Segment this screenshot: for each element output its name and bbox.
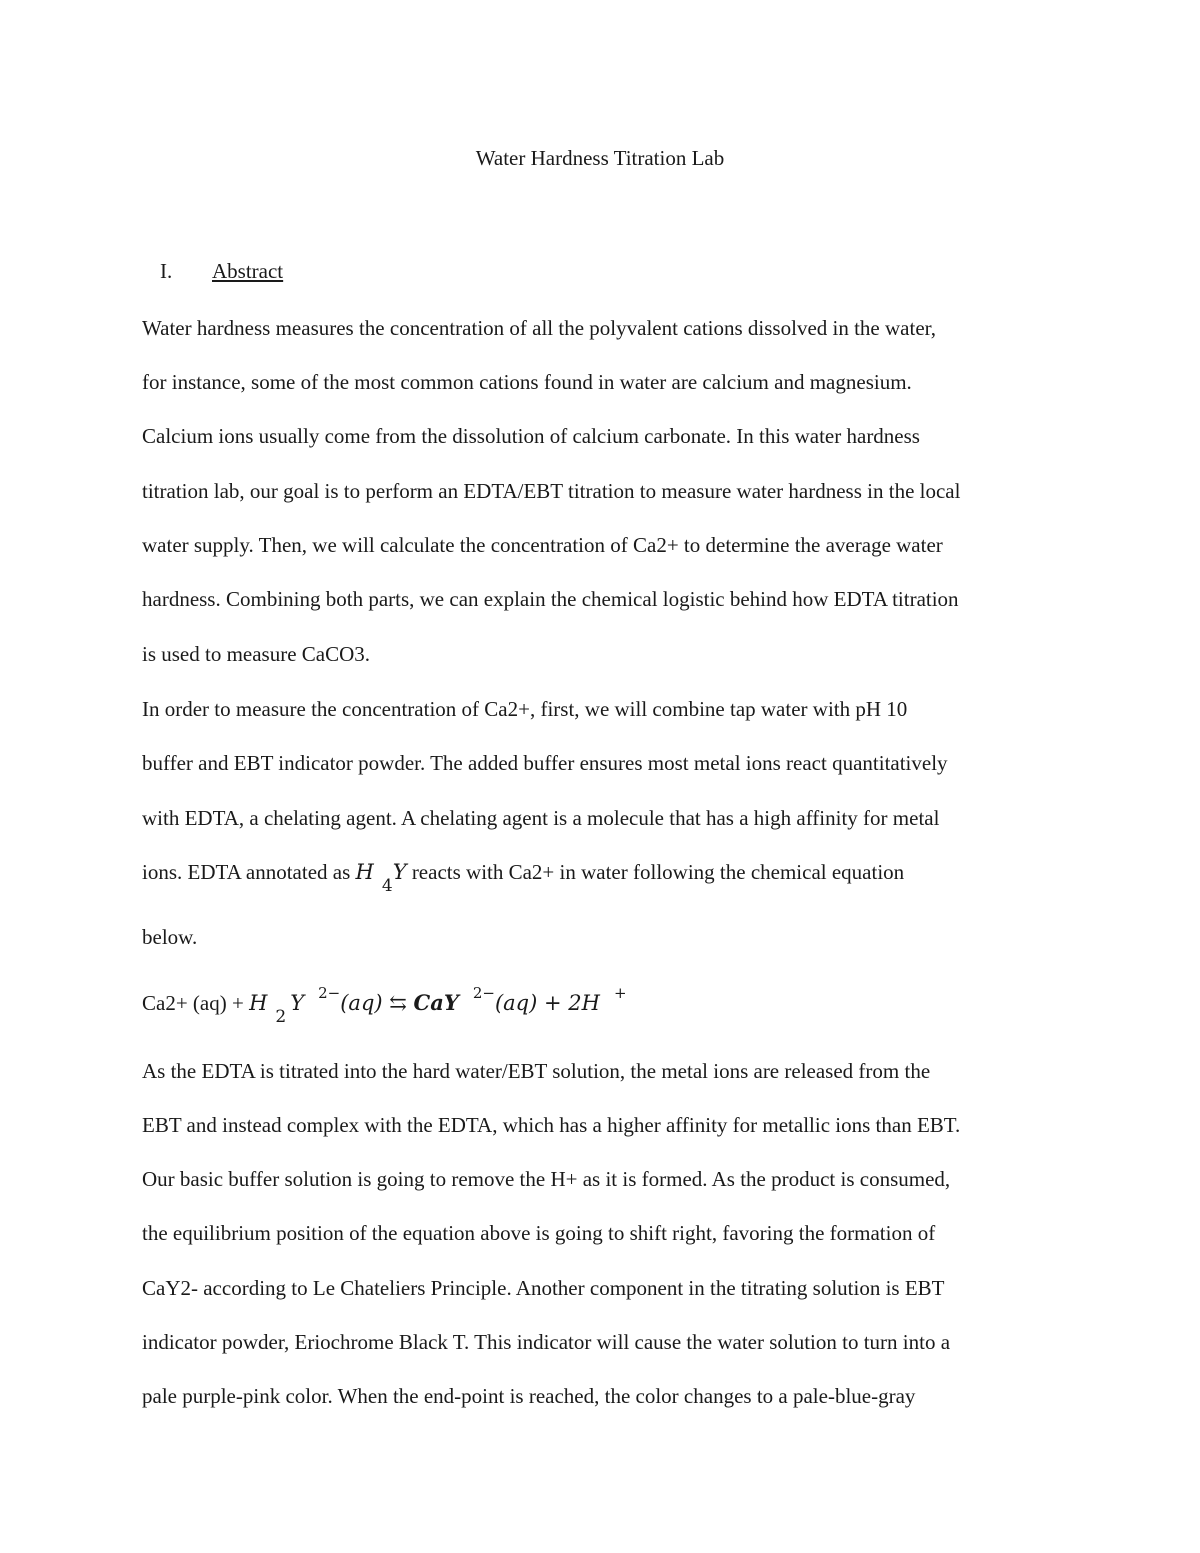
equation-cay-superscript: 2−	[472, 984, 495, 1002]
paragraph-line: below.	[142, 925, 198, 949]
math-subscript: 4	[381, 876, 393, 896]
paragraph-line: Our basic buffer solution is going to remove the H+ as it is formed. As the product is consumed,	[142, 1167, 951, 1191]
section-number: I.	[160, 259, 173, 283]
equation-h-plus: H	[581, 991, 600, 1015]
paragraph-line: CaY2- according to Le Chateliers Principle. Another component in the titrating solution is EBT	[142, 1276, 945, 1300]
paragraph-line: Water hardness measures the concentration of all the polyvalent cations dissolved in the water,	[142, 316, 937, 340]
equation-cay: CaY	[413, 990, 459, 1015]
paragraph-line: is used to measure CaCO3.	[142, 642, 371, 666]
section-title: Abstract	[212, 259, 284, 283]
paragraph-line: Calcium ions usually come from the dissolution of calcium carbonate. In this water hardness	[142, 424, 920, 448]
equation-y-superscript: 2−	[318, 984, 341, 1002]
paragraph-line: hardness. Combining both parts, we can explain the chemical logistic behind how EDTA titration	[142, 587, 959, 611]
paragraph-line: In order to measure the concentration of Ca2+, first, we will combine tap water with pH 10	[142, 697, 908, 721]
equation-h-plus-superscript: +	[613, 984, 627, 1002]
paragraph-line: titration lab, our goal is to perform an EDTA/EBT titration to measure water hardness in the local	[142, 479, 961, 503]
document-title: Water Hardness Titration Lab	[475, 146, 725, 170]
equation-lhs: Ca2+ (aq) +	[142, 991, 250, 1015]
paragraph-line: indicator powder, Eriochrome Black T. This indicator will cause the water solution to turn into a	[142, 1330, 951, 1354]
equation-h: H	[249, 991, 268, 1015]
paragraph-line: for instance, some of the most common cations found in water are calcium and magnesium.	[142, 370, 912, 394]
chemical-equation	[142, 984, 627, 1027]
edta-line	[142, 860, 905, 896]
math-h: H	[355, 860, 374, 884]
paragraph-line: EBT and instead complex with the EDTA, which has a higher affinity for metallic ions than EBT.	[142, 1113, 961, 1137]
paragraph-line: As the EDTA is titrated into the hard water/EBT solution, the metal ions are released from the	[142, 1059, 931, 1083]
math-y: Y	[392, 860, 407, 884]
paragraph-line: with EDTA, a chelating agent. A chelating agent is a molecule that has a high affinity for metal	[142, 806, 940, 830]
paragraph-line: the equilibrium position of the equation above is going to shift right, favoring the formation of	[142, 1221, 936, 1245]
paragraph-line: buffer and EBT indicator powder. The added buffer ensures most metal ions react quantitatively	[142, 751, 948, 775]
equation-h-subscript: 2	[275, 1007, 287, 1027]
section-heading	[160, 259, 283, 284]
edta-line-before: ions. EDTA annotated as	[142, 860, 356, 884]
equation-aq-arrow: (aq) ⇆	[340, 991, 414, 1015]
paragraph-line: pale purple-pink color. When the end-point is reached, the color changes to a pale-blue-gray	[142, 1384, 916, 1408]
paragraph-line: water supply. Then, we will calculate the concentration of Ca2+ to determine the average water	[142, 533, 943, 557]
equation-aq-plus: (aq) + 2	[494, 991, 582, 1015]
edta-line-after: reacts with Ca2+ in water following the chemical equation	[406, 860, 905, 884]
equation-y: Y	[290, 991, 305, 1015]
